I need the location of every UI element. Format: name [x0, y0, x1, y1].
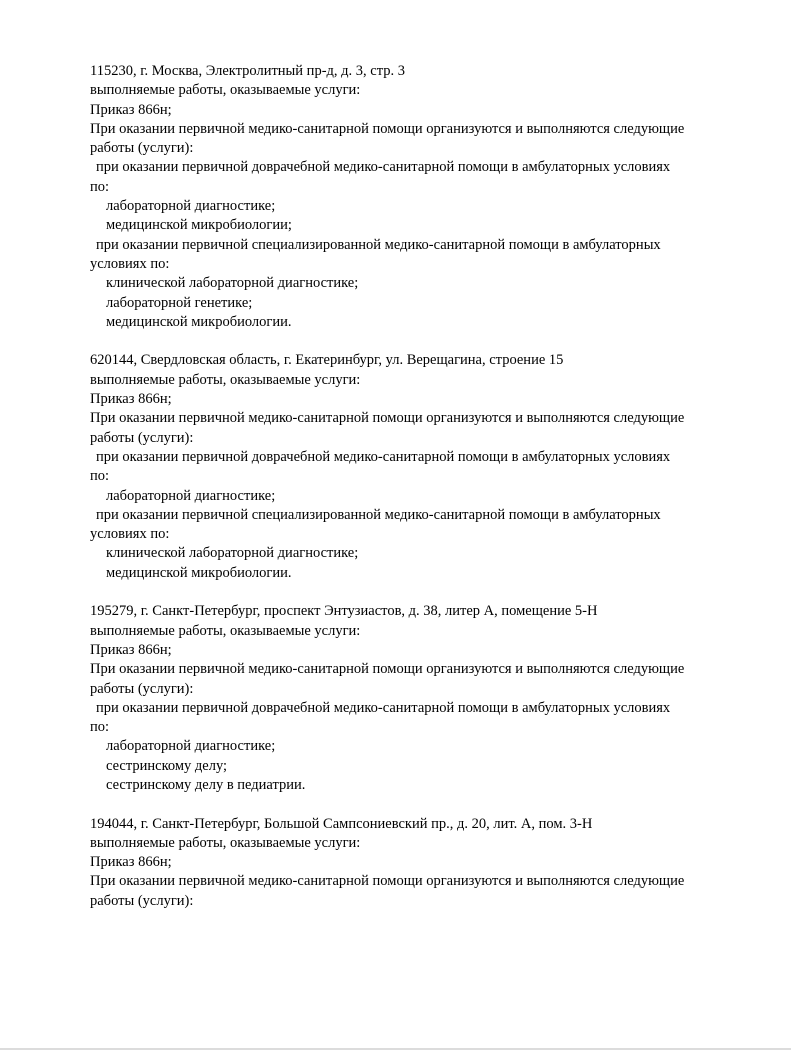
address-line: 620144, Свердловская область, г. Екатеринбург, ул. Верещагина, строение 15 [90, 352, 564, 369]
address-section [90, 62, 755, 332]
text-line: лабораторной диагностике; [106, 738, 276, 755]
text-line: медицинской микробиологии. [106, 564, 292, 581]
text-line: При оказании первичной медико-санитарной помощи организуются и выполняются следующие [90, 410, 685, 427]
text-line: лабораторной диагностике; [106, 487, 276, 504]
text-line: клинической лабораторной диагностике; [106, 275, 359, 292]
text-line: при оказании первичной доврачебной медико-санитарной помощи в амбулаторных условиях [96, 448, 671, 465]
text-line: при оказании первичной доврачебной медико-санитарной помощи в амбулаторных условиях [96, 699, 671, 716]
text-line: сестринскому делу в педиатрии. [106, 776, 306, 793]
text-line: работы (услуги): [90, 680, 194, 697]
text-line: При оказании первичной медико-санитарной помощи организуются и выполняются следующие [90, 873, 685, 890]
text-line: выполняемые работы, оказываемые услуги: [90, 834, 361, 851]
text-line: медицинской микробиологии; [106, 217, 292, 234]
text-line: При оказании первичной медико-санитарной помощи организуются и выполняются следующие [90, 120, 685, 137]
text-line: медицинской микробиологии. [106, 313, 292, 330]
address-line: 194044, г. Санкт-Петербург, Большой Сампсониевский пр., д. 20, лит. А, пом. 3-Н [90, 815, 593, 832]
text-line: лабораторной диагностике; [106, 198, 276, 215]
text-line: Приказ 866н; [90, 854, 172, 871]
text-line: работы (услуги): [90, 140, 194, 157]
address-line: 115230, г. Москва, Электролитный пр-д, д. 3, стр. 3 [90, 63, 405, 79]
license-works-list [90, 62, 755, 911]
text-line: условиях по: [90, 255, 170, 272]
address-section [90, 815, 755, 911]
text-line: при оказании первичной специализированной медико-санитарной помощи в амбулаторных [96, 236, 661, 253]
text-line: при оказании первичной специализированной медико-санитарной помощи в амбулаторных [96, 506, 661, 523]
text-line: выполняемые работы, оказываемые услуги: [90, 82, 361, 99]
text-line: клинической лабораторной диагностике; [106, 545, 359, 562]
bottom-divider [0, 1048, 791, 1050]
text-line: по: [90, 719, 110, 736]
text-line: Приказ 866н; [90, 391, 172, 408]
address-line: 195279, г. Санкт-Петербург, проспект Энтузиастов, д. 38, литер А, помещение 5-Н [90, 603, 598, 620]
text-line: выполняемые работы, оказываемые услуги: [90, 371, 361, 388]
text-line: при оказании первичной доврачебной медико-санитарной помощи в амбулаторных условиях [96, 159, 671, 176]
text-line: по: [90, 468, 110, 485]
address-section [90, 602, 755, 795]
text-line: выполняемые работы, оказываемые услуги: [90, 622, 361, 639]
address-section [90, 351, 755, 583]
text-line: Приказ 866н; [90, 101, 172, 118]
text-line: работы (услуги): [90, 892, 194, 909]
text-line: При оказании первичной медико-санитарной помощи организуются и выполняются следующие [90, 661, 685, 678]
text-line: лабораторной генетике; [106, 294, 253, 311]
text-line: условиях по: [90, 526, 170, 543]
text-line: работы (услуги): [90, 429, 194, 446]
text-line: по: [90, 178, 110, 195]
text-line: Приказ 866н; [90, 641, 172, 658]
text-line: сестринскому делу; [106, 757, 228, 774]
